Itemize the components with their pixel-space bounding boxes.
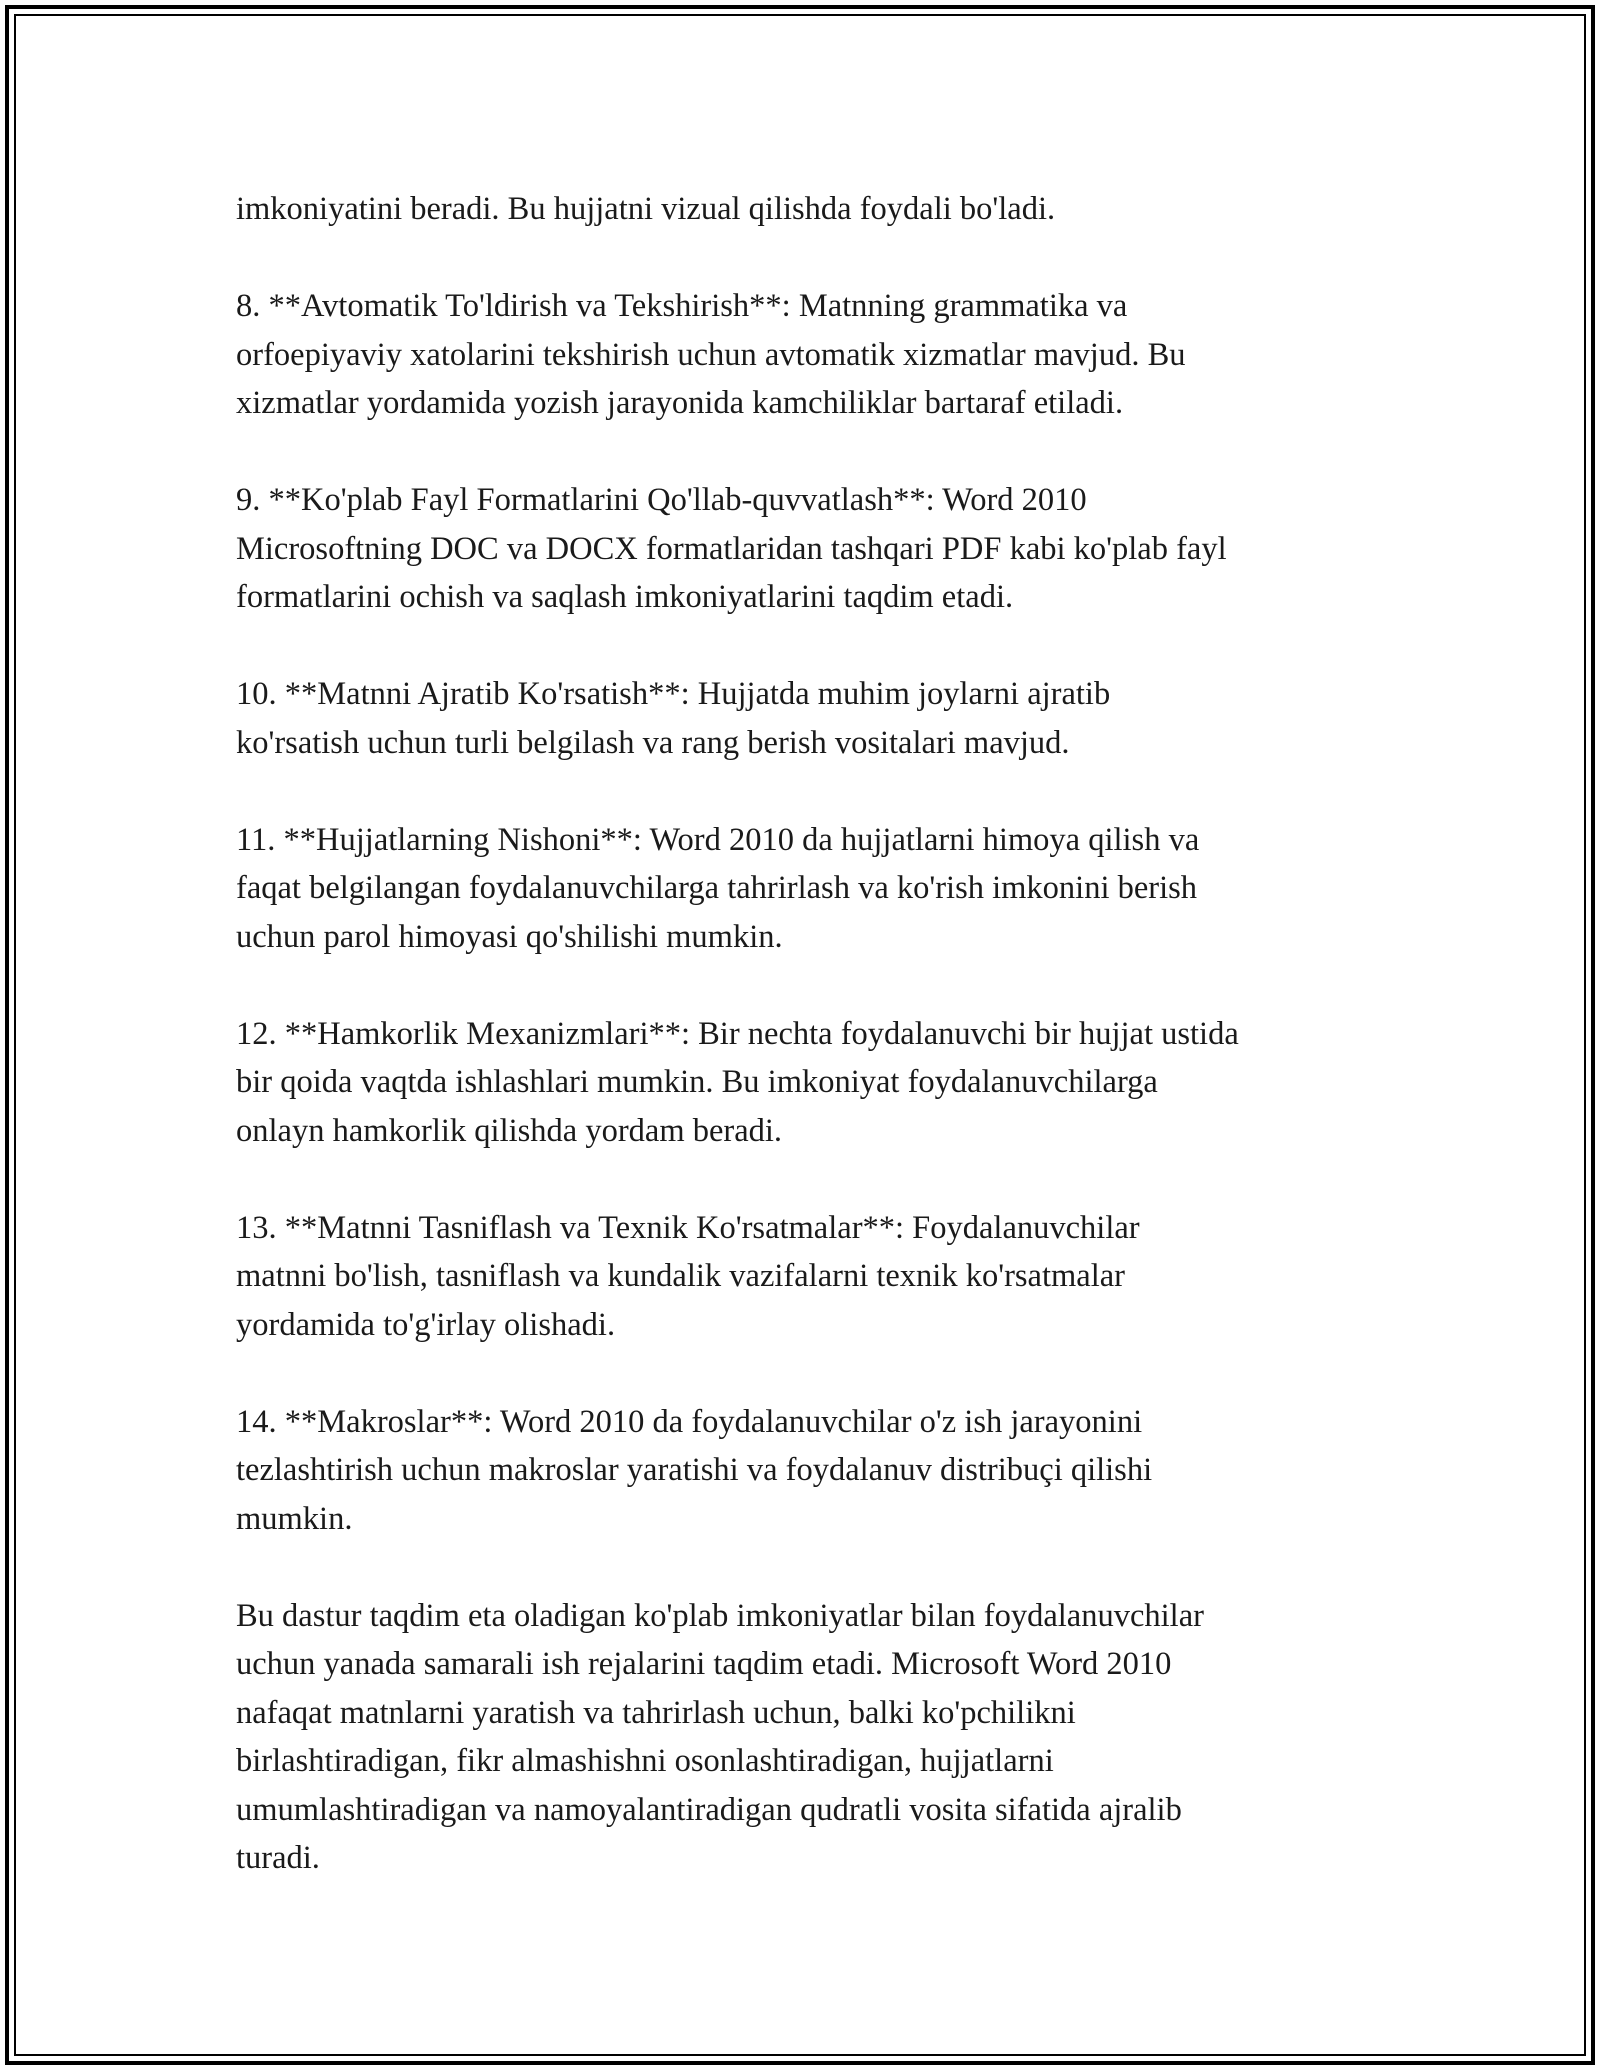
paragraph-item-14: 14. **Makroslar**: Word 2010 da foydalanuvchilar o'z ish jarayonini tezlashtirish uchun makroslar yaratishi va foydalanuv distribuçi qilishi mumkin. [236,1403,1153,1537]
paragraph-continuation: imkoniyatini beradi. Bu hujjatni vizual qilishda foydali bo'ladi. [236,191,1056,227]
paragraph-item-9: 9. **Ko'plab Fayl Formatlarini Qo'llab-quvvatlash**: Word 2010 Microsoftning DOC va DOCX formatlaridan tashqari PDF kabi ko'plab fayl formatlarini ochish va saqlash imkoniyatlarini taqdim etadi. [236,482,1227,615]
document-body [236,185,1386,1883]
paragraph-item-12: 12. **Hamkorlik Mexanizmlari**: Bir nechta foydalanuvchi bir hujjat ustida bir qoida vaqtda ishlashlari mumkin. Bu imkoniyat foydalanuvchilarga onlayn hamkorlik qilishda yordam beradi. [236,1015,1239,1149]
paragraph-item-8: 8. **Avtomatik To'ldirish va Tekshirish**: Matnning grammatika va orfoepiyaviy xatolarini tekshirish uchun avtomatik xizmatlar mavjud. Bu xizmatlar yordamida yozish jarayonida kamchiliklar bartaraf etiladi. [236,288,1186,421]
paragraph-item-13: 13. **Matnni Tasniflash va Texnik Ko'rsatmalar**: Foydalanuvchilar matnni bo'lish, tasniflash va kundalik vazifalarni texnik ko'rsatmalar yordamida to'g'irlay olishadi. [236,1209,1140,1343]
paragraph-item-11: 11. **Hujjatlarning Nishoni**: Word 2010 da hujjatlarni himoya qilish va faqat belgilangan foydalanuvchilarga tahrirlash va ko'rish imkonini berish uchun parol himoyasi qo'shilishi mumkin. [236,821,1200,955]
paragraph-item-10: 10. **Matnni Ajratib Ko'rsatish**: Hujjatda muhim joylarni ajratib ko'rsatish uchun turli belgilash va rang berish vositalari mavjud. [236,676,1111,761]
paragraph-conclusion: Bu dastur taqdim eta oladigan ko'plab imkoniyatlar bilan foydalanuvchilar uchun yanada samarali ish rejalarini taqdim etadi. Microsoft Word 2010 nafaqat matnlarni yaratish va tahrirlash uchun, balki ko'pchilikni birlashtiradigan, fikr almashishni osonlashtiradigan, hujjatlarni umumlashtiradigan va namoyalantiradigan qudratli vosita sifatida ajralib turadi. [236,1597,1204,1876]
